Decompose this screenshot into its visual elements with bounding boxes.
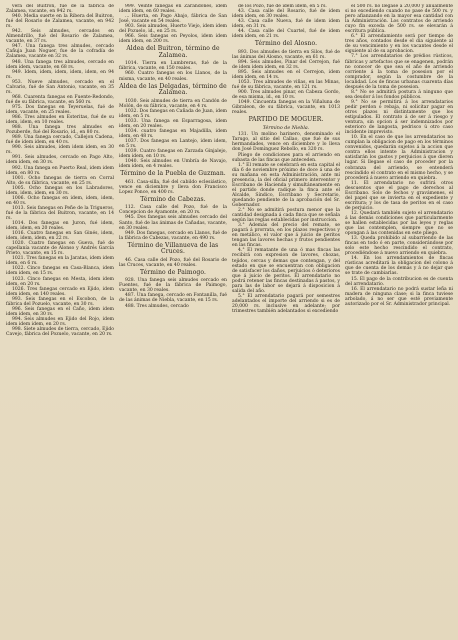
entry-paragraph: 1013. Seis fanegas en Peñe de la Trigueros, fué de la fábrica del Buitron, vacante, en 14 rs. <box>6 205 114 221</box>
entry-paragraph: 9.° No se permitirá á los arrendatarios pedir perdon ó rebaja, ni solicitar pagar en otros plazos ni distintamente que los estipulados. El contrato á de ser á riesgo y ventura, sin opcion á ser indemnizados por esterioro de langosta, pedrisco ú otro caso incidente imprevisto. <box>345 99 453 136</box>
entry-paragraph: 15. El pago de la contribucion es de cuenta del arrendatario. <box>345 276 453 287</box>
entry-paragraph: Pliego de condiciones para el arriendo en subasta de las fincas que anteceden. <box>232 152 340 163</box>
entry-paragraph: 1021. Tres fanegas en la Jaratas, idem idem idem, en 6 rs. <box>6 256 114 267</box>
entry-paragraph: 900. Tres almudes pinar, en Cabeza Gordo, de esa misma, id., en 10 rs. <box>232 90 340 101</box>
entry-paragraph: 966. Seis fanegas en Peyolos, idem idem idem idem, en 200 rs. <box>119 34 227 45</box>
entry-paragraph: 1014. Tierra en Lumbreras, fué de la fábrica, vacante, en 150 reales. <box>119 61 227 72</box>
entry-paragraph: 1.° El remate se celebrará en esta capital el día 6 de noviembre próximo de doce á una de su mañana en esta Administración, ante mí presencia, la del oficial primero interventor y Escribano de Hacienda y simultáneamente en el partido donde radique la finca ante el Alcalde, Síndico, Escribano y Secretario, quedando pendiente de la aprobación del Sr. Gobernador. <box>232 162 340 208</box>
entry-paragraph: 44. Casa calle del Cuartel, fué de idem idem idem, en 21 rs. <box>232 29 340 40</box>
entry-paragraph: 16. El arrendatario no podrá sustar leña ni madera de ninguna clase; si la finca tuviese arbolado, á no ser que esté previamente autorizado por el Sr. Administrador principal. <box>345 286 453 307</box>
entry-paragraph: 994. Seis almudes en Ejido del Rojo, idem idem idem idem, en 20 rs. <box>6 316 114 327</box>
entry-paragraph: 942. Seis almudes, cercados en Almendrillo, fué del Rosario de Zalamea, vacante, en 37 rs. <box>6 29 114 45</box>
entry-paragraph: 992. Una fanega en Puerto Real, idem idem idem, en 80 rs. <box>6 165 114 176</box>
text-column-4 <box>345 4 453 640</box>
entry-paragraph: 488. Tres almudes, cercado <box>125 303 189 309</box>
entry-paragraph: 947. Una fanega tres almudes, cercado Cañuja Juan Noguer, fue de la cofradía de Zalamea, vacante en 32 rs. <box>6 44 114 60</box>
entry-paragraph: 1023. Cinco fanegas en Mesta, idem idem idem, en 20 rs. <box>6 276 114 287</box>
entry-paragraph: 996. Seis fanegas en el Caño, idem idem idem idem, en 30 rs. <box>6 306 114 317</box>
entry-paragraph: 1040. Seis almudes en Umbría de Navajo, idem idem, en 4 reales. <box>119 159 227 170</box>
entry-paragraph: 46. Casa calle del Pozo, fué del Rosario de las Cruces, vacante, en 40 reales. <box>119 257 227 268</box>
section-heading: Término de Cabezas. <box>140 195 206 203</box>
text-column-3 <box>232 4 340 640</box>
section-heading: Término del Alosno. <box>254 40 318 48</box>
entry-paragraph: 1016. Cuatro fanegas en San Ginés, idem, idem, idem, idem, en 22 rs. <box>6 231 114 242</box>
text-column-2 <box>119 4 227 640</box>
section-heading: Término de la Puebla de Guzman. <box>120 170 226 178</box>
entry-paragraph: 960. Cuatro fanegas en los Llanos, de la misma, vacante, en 40 reales. <box>119 71 227 82</box>
section-heading: Aldea de las Delgadas, término de Zalamea. <box>119 82 227 97</box>
entry-paragraph: 988. Una fanega tres almudes en Pozuberde, fué del Rosario, id., en 80 rs. <box>6 125 114 136</box>
entry-paragraph: 993. Seis fanegas en el Escobon, de la fábrica del Pozuelo, vacante, en 30 rs. <box>6 296 114 307</box>
entry-paragraph: 893. Dos almudes de tierra en Silos, fué de las ánimas del Alosno, vacante, en 61 rs. <box>232 49 340 60</box>
entry-paragraph: 3.° Además del precio del remate, se pagará á prorrata, en los plazos respectivos y en metálico, el valor que á juicio de peritos tengan las lavores hechas y frutos pendientes en las fincas. <box>232 223 340 249</box>
entry-paragraph: 1039. Cuatro fanegas en Zarzada Ginjalejo, idem idem, en 10 rs. <box>119 149 227 160</box>
entry-paragraph: 940. Media suerte en la Ribera del Buitron, fué del Rosario de Zalamea, vacante, en 942 rs. <box>6 14 114 30</box>
entry-paragraph: 989. Una fanega cercado, Callejon Cadena, fué de idem idem, en 40 rs. <box>6 135 114 146</box>
entry-paragraph: 7.° Los arrendatarios de prédios rústicos, fábricas y artefactos que se enagenen, podrán no conocer de que sea el año de arriendo corriente á la toma de posesion por el comprador, según la costumbre de la localidad. Los de fincas urbanas cuarenta días después de la toma de posesion. <box>345 54 453 90</box>
entry-paragraph: 1022. Cinco fanegas en Casa-Blanca, idem idem idem, en 15 rs. <box>6 266 114 277</box>
entry-paragraph: 13. Queda prohibido al subarriendo de las fincas en todo ó en parte, considerándose por solo este hecho rescindido el contrato, procediéndose á nuevo arriendo en quiebra. <box>345 236 453 257</box>
entry-paragraph: 11. El arrendatario no sufrirá otros descuentos que el pago de derechos al Escribano. Solo de fechos y gravámenes, el del papel que se invierta en el expediente y escritura; y los de tasa de peritos en el caso de perjuicio. <box>345 180 453 211</box>
entry-paragraph: 949. Idem, idem, idem, idem, idem, en 94 rs. <box>6 69 114 80</box>
section-heading: Término de Paimogo. <box>140 268 206 276</box>
entry-paragraph: 1049. Cincuenta fanegas en la Viñaluna de Gibraleon, de su fábrica, vacante, en 1013 reales. <box>232 100 340 116</box>
section-heading: Aldea del Buitron, término de Zalamea. <box>126 45 220 59</box>
entry-paragraph: 2.° No se admitirá postura menor que la cantidad designada á cada finca que se señala según las reglas establecidas por instruccion. <box>232 208 340 224</box>
entry-paragraph: 43. Casa calle Nueva, fué de idem idem idem, en 31 rs. <box>232 19 340 30</box>
entry-paragraph: 998. Siete almudes de tierra, cercado, Ejido Cavejo, fábrica del Pozuelo, vacante, en 20 rs. <box>6 327 114 338</box>
entry-paragraph: 1034. cuatro fanegas en Majadilla, idem idem, en 48 rs. <box>119 128 227 139</box>
entry-paragraph: 1033. Una fanega en Esparragosa, idem idem, en 20 reales. <box>119 118 227 129</box>
section-heading: Término de Villanueva de las Cruces. <box>127 241 219 256</box>
entry-paragraph: ... Huerta, en Pago Abajo, fábrica de San José, vacante en 54 reales. <box>119 14 227 25</box>
entry-paragraph: 895. Seis almudes en el Cerrejon, idem idem idem, en 14 rs. <box>232 70 340 81</box>
entry-paragraph: 986. Tres almudes en Esteritas, fué de su idem, idem, en 10 reales. <box>6 115 114 126</box>
entry-paragraph: 1037. Dos fanegas en Lantejo, idem idem, en 5 rs. <box>119 138 227 149</box>
entry-paragraph: 1030. Seis almudes de tierra en Candón de Molón, de su fábrica, vacante, en 4 rs. <box>119 98 227 109</box>
entry-paragraph: 949. Dos fanegas, cercado en Llanos, fué de la fábrica de Cabezas, vacante, en 490 rs. <box>119 230 227 241</box>
entry-paragraph: 14. En los arrendamientos de fincas rústicas acreditará la obligacion del colono á que de cuenta de los demás y á no dejar que se trate de cambiarlas. <box>345 256 453 277</box>
entry-paragraph: 948. Una fanega tres almudes, cercado en idem idem, vacante, en 68 rs. <box>6 59 114 70</box>
entry-paragraph: 112. Casa calle del Pozo, fué de la Concepcion de Ayamonte, en 20 rs. <box>119 205 227 216</box>
entry-paragraph: 43. Casa calle del Rosario, fué de idem idem idem, en 30 reales. <box>232 9 340 20</box>
entry-paragraph: 928. Una fanega seis almudes cercado en Fuentes, fué de la fábrica de Paimogo, vacante, en 30 reales. <box>119 278 227 294</box>
entry-paragraph: 1053. Tres almudes de viñas, en las Minas, fué de su fábrica, vacante, en 121 rs. <box>232 80 340 91</box>
entry-paragraph: 991. Seis almudes, cercado en Pago Alto, idem idem, en 30 rs. <box>6 155 114 166</box>
entry-paragraph: 975. Dos fanegas en Teyeruelas, fué de idem, vacante, en 25 reales. <box>6 104 114 115</box>
entry-paragraph: 990. Seis almudes, idem idem idem, en 30 rs. <box>6 145 114 156</box>
entry-paragraph: 1001. Ocho fanegas de tierra en Corral Alto, de su fábrica, vacante, en 25 rs. <box>6 175 114 186</box>
entry-paragraph: 945. Dos fanegas seis almudes cercado del Santo, fué de las ánimas de Cañadas, vacante, en 30 reales. <box>119 215 227 231</box>
entry-paragraph: 968. Cuarenta fanegas en Fuente-Redondo, fué de su fábrica, vacante, en 560 rs. <box>6 94 114 105</box>
entry-paragraph: 5.° El arrendatario pagará por semestres adelantados el importe del arriendo si es de 20,000 rs. inclusive en adelante; por trimestres también adelantados si excediendo <box>232 293 340 314</box>
section-heading: PARTIDO DE MOGUER. <box>248 116 324 124</box>
entry-paragraph: 131. Un molino harinero, denominado el Tarugo, al sitio del Callao, que fué de sus hermandades, vence en diciembre y lo lleva don José Domínguez Rebollo, en 320 rs. <box>232 132 340 153</box>
entry-paragraph: vera del Buitron, fué de la fábrica de Zalamea, vacante, en 942 rs. <box>6 4 114 15</box>
entry-paragraph: 953. Nueve almudes, cercado en el Calvario, fué de San Antonio, vacante, en 35 rs. <box>6 79 114 95</box>
entry-paragraph: 6.° El arrendamiento será por tiempo de tres años, contados desde el dia siguiente al de su vencimiento y en los vacantes desde el siguiente al de su aprobacion. <box>345 34 453 55</box>
entry-paragraph: 903. Seis almudes, Huerto Viejo, idem idem del Pozuelo, id., en 25 rs. <box>119 24 227 35</box>
entry-paragraph: 461. Casa-silla, fué del cabildo eclesiástico, vence en diciembre y lleva don Francisco Lopez Ponce, en 400 rs. <box>119 179 227 195</box>
entry-paragraph: 1026. Tres fanegas cercado en Ejido, idem idem idem, en 140 reales. <box>6 286 114 297</box>
subsection-heading: Término de Niebla. <box>262 125 310 131</box>
entry-paragraph: 8.° No se admitirá postura á ninguno que sea deudor á los fondos públicos. <box>345 89 453 100</box>
entry-paragraph: 487. Una fanega, cercado en Fontanilla, fué de las ánimas de Niebla, vacante, en 15 rs. <box>119 293 227 304</box>
entry-paragraph: 12. Quedará también sujeto el arrendatario á las demás condiciones que particularmente se hallen establecidas por las leyes y reglas que las contemplen, siempre que no se opongan á las contenidas en este pliego. <box>345 210 453 237</box>
entry-paragraph: el 500 rs. no llegase á 20,000 y anualmente si no excediendo cuando no pase de 500 rs. y pero afianzando en la mayor esa cantidad con la Administración. Los contratos de arriendo cuyo fin exceda de 500 rs. se elevarán á escritura pública. <box>345 4 453 35</box>
entry-paragraph: 999. Veinte fanegas en Zarandones, idem idem idem, en 60 reales. <box>119 4 227 15</box>
entry-paragraph: 1032. Dos fanegas en Cañada de Juan, idem idem, en 5 rs. <box>119 108 227 119</box>
entry-paragraph: 1005. Ocho fanegas en los Labradores, idem, idem, idem, en 30 rs. <box>6 185 114 196</box>
entry-paragraph: 1006. Ocho fanegas en idem, idem, idem, en 40 rs. <box>6 195 114 206</box>
entry-paragraph: de los Pozo, fué de idem idem, en 5 rs. <box>238 4 327 9</box>
entry-paragraph: 894. Seis almudes, Pinar del Cerrejon, fué de idem idem idem, en 32 rs. <box>232 59 340 70</box>
entry-paragraph: 1020. Cuatro fanegas en Gueva, fué de capellanía vacante de Alonso y Andrés García Prieto, vacante, en 15 rs. <box>6 241 114 257</box>
entry-paragraph: 10. En el caso de que los arrendatarios no cumplan la obligacion de pago en los términos convenidos, quedarán sujetos á la accion que contra ellos intente la Administracion y satisfarán los gastos y perjuicios á que dieren lugar. Si llegase el caso de proceder por la cobranza del arriendo, se entenderá rescindido el contrato en el mismo hecho, y se procederá á nuevo arriendo en quiebra. <box>345 135 453 181</box>
text-column-1 <box>6 4 114 640</box>
entry-paragraph: 4.° El rematante de una ó mas fincas las recibirá con expresion de lavores, chozas, tejidos, cercas y demas que contengan, y del estado en que se encuentran con obligacion de satisfacer los daños, perjuicios ó deterioros que á juicio de peritos. El arrendatario no podrá retener las fincas destinadas á pastos, y para las de labor se dejará á disposicion á salida del año. <box>232 248 340 294</box>
entry-paragraph: 1014. Dos fanegas en Juron, fué idem, idem, idem, en 20 reales. <box>6 221 114 232</box>
